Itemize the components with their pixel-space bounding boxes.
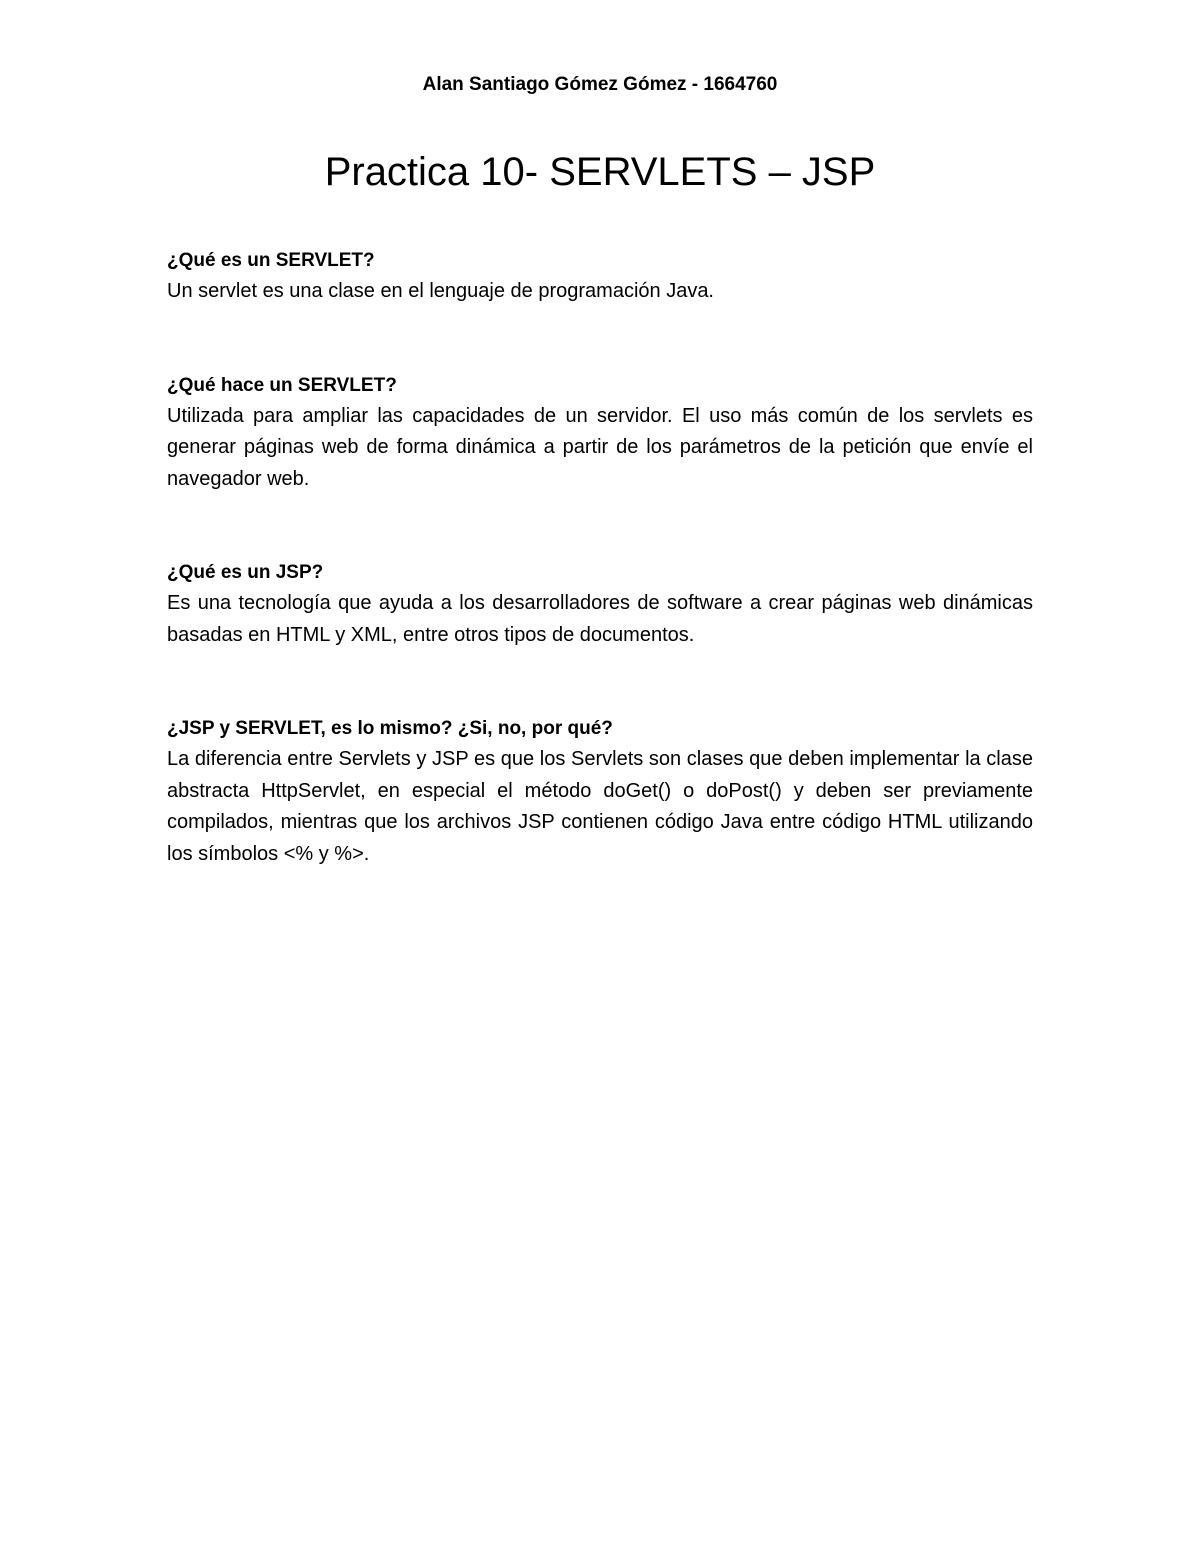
section-que-hace-servlet (167, 370, 1033, 496)
section-que-es-servlet (167, 245, 1033, 308)
document-body (167, 245, 1033, 932)
question-heading: ¿Qué es un JSP? (167, 562, 324, 583)
page-title: Practica 10- SERVLETS – JSP (324, 150, 876, 194)
question-heading: ¿JSP y SERVLET, es lo mismo? ¿Si, no, por qué? (167, 718, 613, 739)
question-heading: ¿Qué hace un SERVLET? (167, 374, 397, 396)
answer-paragraph: La diferencia entre Servlets y JSP es que los Servlets son clases que deben implementar la clase abstracta HttpServlet, en especial el método doGet() o doPost() y deben ser previamente compilados, mientras que los archivos JSP contienen código Java entre código HTML utilizando los símbolos <% y %>. (167, 748, 1033, 865)
question-heading: ¿Qué es un SERVLET? (167, 250, 375, 271)
answer-paragraph: Un servlet es una clase en el lenguaje de programación Java. (167, 280, 714, 302)
answer-paragraph: Utilizada para ampliar las capacidades de un servidor. El uso más común de los servlets es generar páginas web de forma dinámica a partir de los parámetros de la petición que envíe el navegador web. (167, 404, 1033, 490)
section-jsp-vs-servlet (167, 713, 1033, 870)
section-que-es-jsp (167, 557, 1033, 651)
author-line: Alan Santiago Gómez Gómez - 1664760 (422, 74, 778, 95)
answer-paragraph: Es una tecnología que ayuda a los desarrolladores de software a crear páginas web dinámicas basadas en HTML y XML, entre otros tipos de documentos. (167, 592, 1033, 646)
